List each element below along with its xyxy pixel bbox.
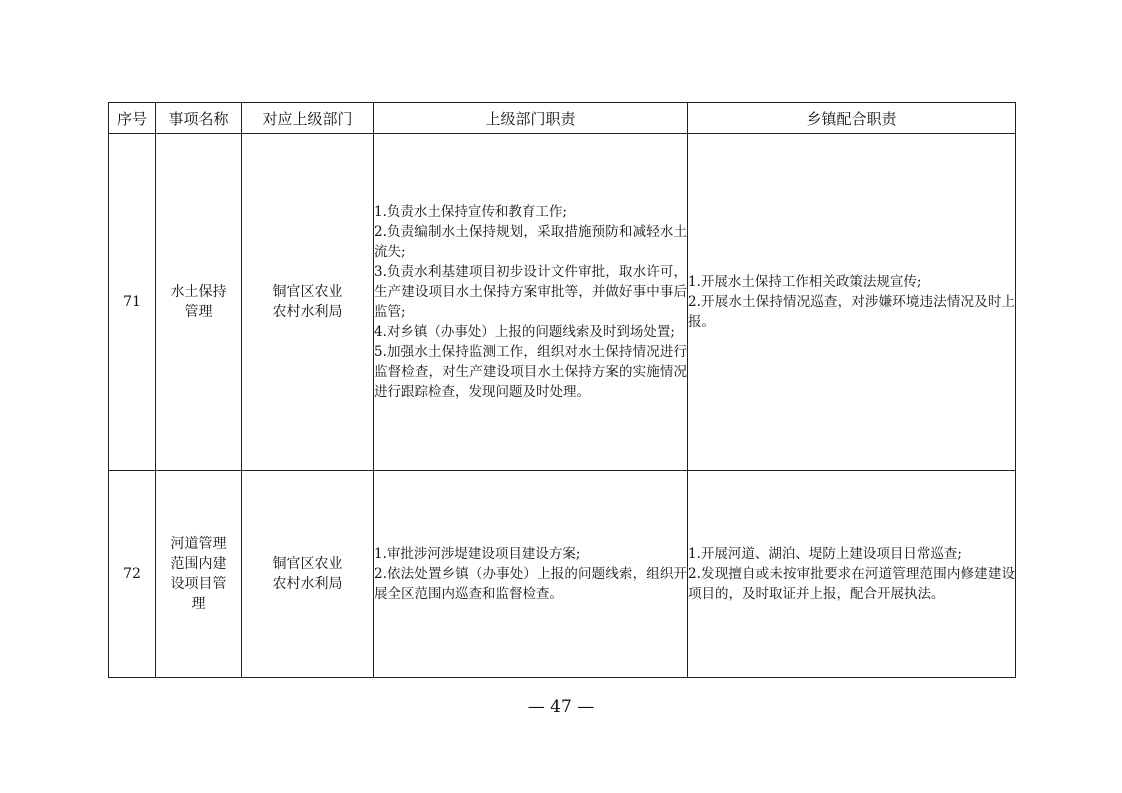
duty-line: 1.开展水土保持工作相关政策法规宣传; [688,274,922,290]
row-upper-duty [374,134,688,471]
duty-line: 2.负责编制水土保持规划，采取措施预防和减轻水土流失; [374,224,687,260]
table-header-row [109,103,1016,134]
row-seq: 72 [109,471,156,678]
table-row [109,471,1016,678]
table-row [109,134,1016,471]
row-town-duty [688,471,1016,678]
header-town-duty: 乡镇配合职责 [688,103,1016,134]
duty-table [108,102,1016,678]
duty-line: 2.发现擅自或未按审批要求在河道管理范围内修建建设项目的，及时取证并上报，配合开展执法。 [688,566,1015,602]
row-dept: 铜官区农业农村水利局 [242,471,374,678]
header-name: 事项名称 [156,103,242,134]
page-number: — 47 — [527,697,595,717]
row-dept: 铜官区农业农村水利局 [242,134,374,471]
duty-line: 2.开展水土保持情况巡查，对涉嫌环境违法情况及时上报。 [688,294,1015,330]
duty-line: 4.对乡镇（办事处）上报的问题线索及时到场处置; [374,324,675,340]
row-seq: 71 [109,134,156,471]
row-item-name: 水土保持管理 [156,134,242,471]
duty-line: 1.开展河道、湖泊、堤防上建设项目日常巡查; [688,546,962,562]
duty-line: 2.依法处置乡镇（办事处）上报的问题线索，组织开展全区范围内巡查和监督检查。 [374,566,687,602]
header-seq: 序号 [109,103,156,134]
header-dept: 对应上级部门 [242,103,374,134]
duty-line: 5.加强水土保持监测工作，组织对水土保持情况进行监督检查，对生产建设项目水土保持方案的实施情况进行跟踪检查，发现问题及时处理。 [374,344,687,400]
header-upper-duty: 上级部门职责 [374,103,688,134]
duty-line: 1.审批涉河涉堤建设项目建设方案; [374,546,581,562]
row-upper-duty [374,471,688,678]
duty-line: 1.负责水土保持宣传和教育工作; [374,204,567,220]
row-town-duty [688,134,1016,471]
duty-line: 3.负责水利基建项目初步设计文件审批，取水许可，生产建设项目水土保持方案审批等，并做好事中事后监管; [374,264,687,320]
row-item-name: 河道管理范围内建设项目管理 [156,471,242,678]
